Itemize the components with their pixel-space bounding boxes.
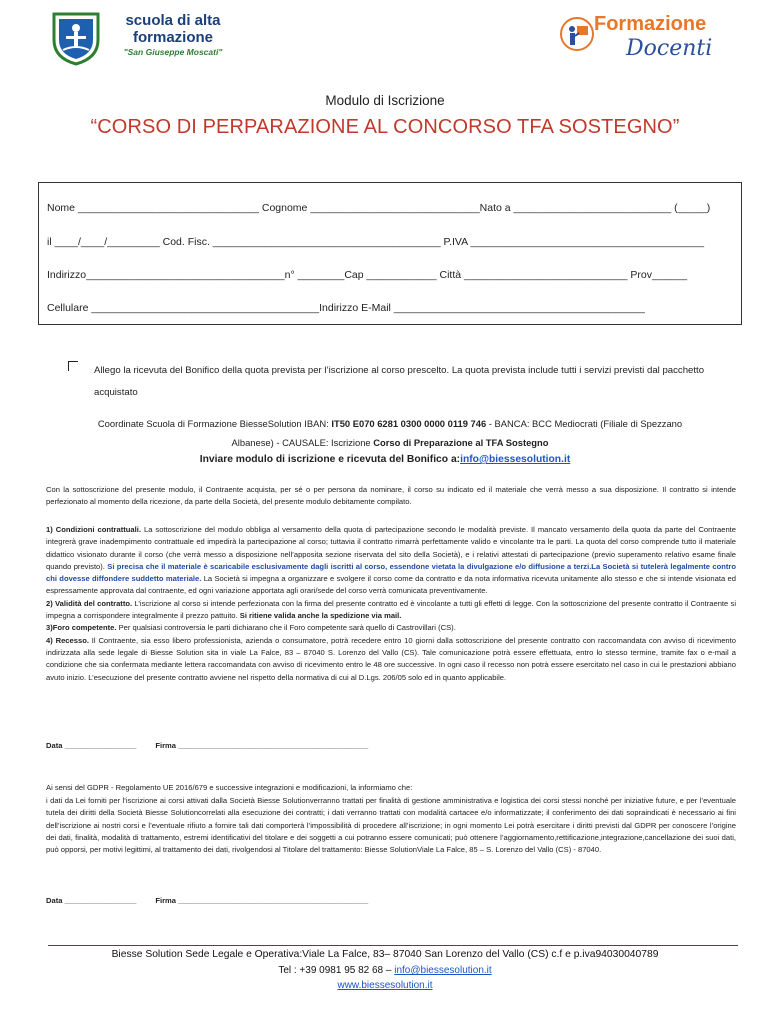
receipt-checkbox[interactable] (68, 361, 78, 371)
contract-clauses: 1) Condizioni contrattuali. La sottoscrizione del modulo obbliga al versamento della quota di partecipazione secondo le modalità previste. Il mancato versamento della quota da parte del Contraente integrerà grave inadempimento contrattuale ed impedirà la partecipazione al corso; tuttavia il contratto rimarrà perfettamente valido e vincolante tra le parti. La quota del corso comprende tutto il materiale didattico visionato durante il corso (che verrà messo a disposizione nell’apposita sezione riservata del sito della Società), e i relativi attestati di partecipazione (previo superamento relativo esame finale quando previsto). Si precisa che il materiale è scaricabile esclusivamente dagli iscritti al corso, essendone vietata la divulgazione e/o diffusione a terzi.La Società si tutelerà legalmente contro chi dovesse diffondere suddetto materiale. La Società si impegna a organizzare e svolgere il corso come da contratto e da nota informativa ricevuta unitamente allo stesso e che si intende visionata ed espressamente approvata dal contraente, ed ogni variazione apportata agli orari/sede del corso verrà comunicata preventivamente. 2) Validità del contratto. L’iscrizione al corso si intende perfezionata con la firma del presente contratto ed è vincolante a tutti gli effetti di legge. Con la sottoscrizione del presente contratto il Contraente si impegna a corrispondere integralmente il prezzo pattuito. Si ritiene valida anche la spedizione via mail. 3)Foro competente. Per qualsiasi controversia le parti dichiarano che il Foro competente sarà quello di Castrovillari (CS). 4) Recesso. Il Contraente, sia esso libero professionista, azienda o consumatore, potrà recedere entro 10 giorni dalla sottoscrizione del presente contratto con raccomandata con avviso di ricevimento indirizzata alla sede legale di Biesse Solution sita in viale La Falce, 83 – 87040 S. Lorenzo del Vallo (CS). Tale comunicazione potrà essere effettuata, entro lo stesso termine, tramite fax o e-mail a condizione che sia confermata mediante lettera raccomandata con avviso di ricevimento entro le 48 ore successive. In ogni caso il recesso non potrà essere esercitato nel caso in cui le prestazioni abbiano avuto inizio. L’esecuzione del presente contratto avviene nel rispetto della normativa di cui al D.Lgs. 206/05 solo ed in quanto applicabile. (46, 525, 737, 682)
gdpr-intro: Ai sensi del GDPR - Regolamento UE 2016/679 e successive integrazioni e modificazioni, la informiamo che: (46, 783, 413, 792)
form-row-birth-fiscal[interactable]: il ____/____/_________ Cod. Fisc. _______________________________________ P.IVA ________________________________________ (47, 236, 705, 248)
intro-paragraph: Con la sottoscrizione del presente modulo, il Contraente acquista, per sé o per persona da nominare, il corso su indicato ed il materiale che verrà messo a sua disposizione. Il contratto si intende perfezionato al momento della ricezione, da parte della Società, del presente modulo debitamente compilato. (46, 485, 736, 507)
bank-coordinates-line-1: Coordinate Scuola di Formazione BiesseSolution IBAN: IT50 E070 6281 0300 0000 0119 746 - BANCA: BCC Mediocrati (Filiale di Spezzano (97, 418, 683, 429)
school-shield-icon (50, 10, 102, 66)
logo-line-2: formazione (132, 29, 213, 46)
teacher-icon (560, 16, 594, 56)
document-subtitle: Modulo di Iscrizione (325, 93, 445, 108)
iban: IT50 E070 6281 0300 0000 0119 746 (331, 418, 487, 429)
form-row-name[interactable]: Nome _______________________________ Cognome _____________________________Nato a ___________________________ (_____) (47, 202, 711, 214)
payment-reason: Corso di Preparazione al TFA Sostegno (373, 437, 549, 448)
formazione-docenti-logo (560, 10, 740, 70)
gdpr-text: i dati da Lei forniti per l’iscrizione ai corsi attivati dalla Società Biesse Solutionverranno trattati per finalità di gestione amministrativa e logistica dei corsi stessi nonché per iniziative future, e per l’eventuale tutela dei diritti della Società Biesse Solutioncorrelati alla esecuzione dei contratti; i dati verranno trattati con modalità cartacee e/o informatizzate; il conferimento dei dati sopraindicati è necessario ai fini dell’iscrizione ai nostri corsi e l’eventuale rifiuto a fornire tali dati comporterà l’impossibilità di procedere all’iscrizione; in ogni momento Lei potrà esercitare i diritti previsti dal GDPR per conoscere l’origine dei dati, finalità, modalità di trattamento, estremi identificativi del titolare e dei soggetti a cui potranno essere comunicati; può ottenere l’aggiornamento,rettificazione,integrazione,cancellazione dei suoi dati, può opporsi, per motivi legittimi, al trattamento dei dati, rivolgendosi al Titolare del trattamento: Biesse SolutionViale La Falce, 85 – S. Lorenzo del Vallo (CS) - 87040. (46, 796, 736, 855)
send-instructions: Inviare modulo di iscrizione e ricevuta del Bonifico a:info@biessesolution.it (199, 454, 571, 465)
footer-address: Biesse Solution Sede Legale e Operativa:Viale La Falce, 83– 87040 San Lorenzo del Vallo (CS) c.f e p.iva94030040789 (111, 949, 659, 960)
registration-form (38, 182, 742, 325)
bank-coordinates-line-2: Albanese) - CAUSALE: Iscrizione Corso di Preparazione al TFA Sostegno (231, 437, 549, 448)
receipt-checkbox-label: Allego la ricevuta del Bonifico della quota prevista per l’iscrizione al corso prescelto. La quota prevista include tutti i servizi previsti dal pacchetto acquistato (94, 365, 705, 398)
logo-subtitle: Docenti (626, 36, 713, 61)
footer-website (0, 980, 770, 991)
signature-line-1[interactable]: Data _________________ Firma _____________________________________________ (46, 741, 369, 750)
footer-phone: Tel : +39 0981 95 82 68 – info@biessesolution.it (278, 965, 492, 976)
send-email-link[interactable]: info@biessesolution.it (460, 454, 571, 465)
logo-title: Formazione (594, 13, 707, 35)
document-title: “CORSO DI PERPARAZIONE AL CONCORSO TFA SOSTEGNO” (90, 116, 680, 138)
footer-divider (48, 945, 738, 946)
form-row-address[interactable]: Indirizzo__________________________________n° ________Cap ____________ Città ____________________________ Prov______ (47, 269, 688, 281)
logo-line-1: scuola di alta (125, 12, 221, 29)
school-logo (50, 10, 230, 66)
footer-website-link[interactable]: www.biessesolution.it (337, 980, 433, 991)
logo-line-3: "San Giuseppe Moscati" (123, 47, 223, 57)
signature-line-2[interactable]: Data _________________ Firma _____________________________________________ (46, 896, 369, 905)
footer-email-link[interactable]: info@biessesolution.it (394, 965, 492, 976)
form-row-contact[interactable]: Cellulare _______________________________________Indirizzo E-Mail ___________________________________________ (47, 302, 645, 314)
